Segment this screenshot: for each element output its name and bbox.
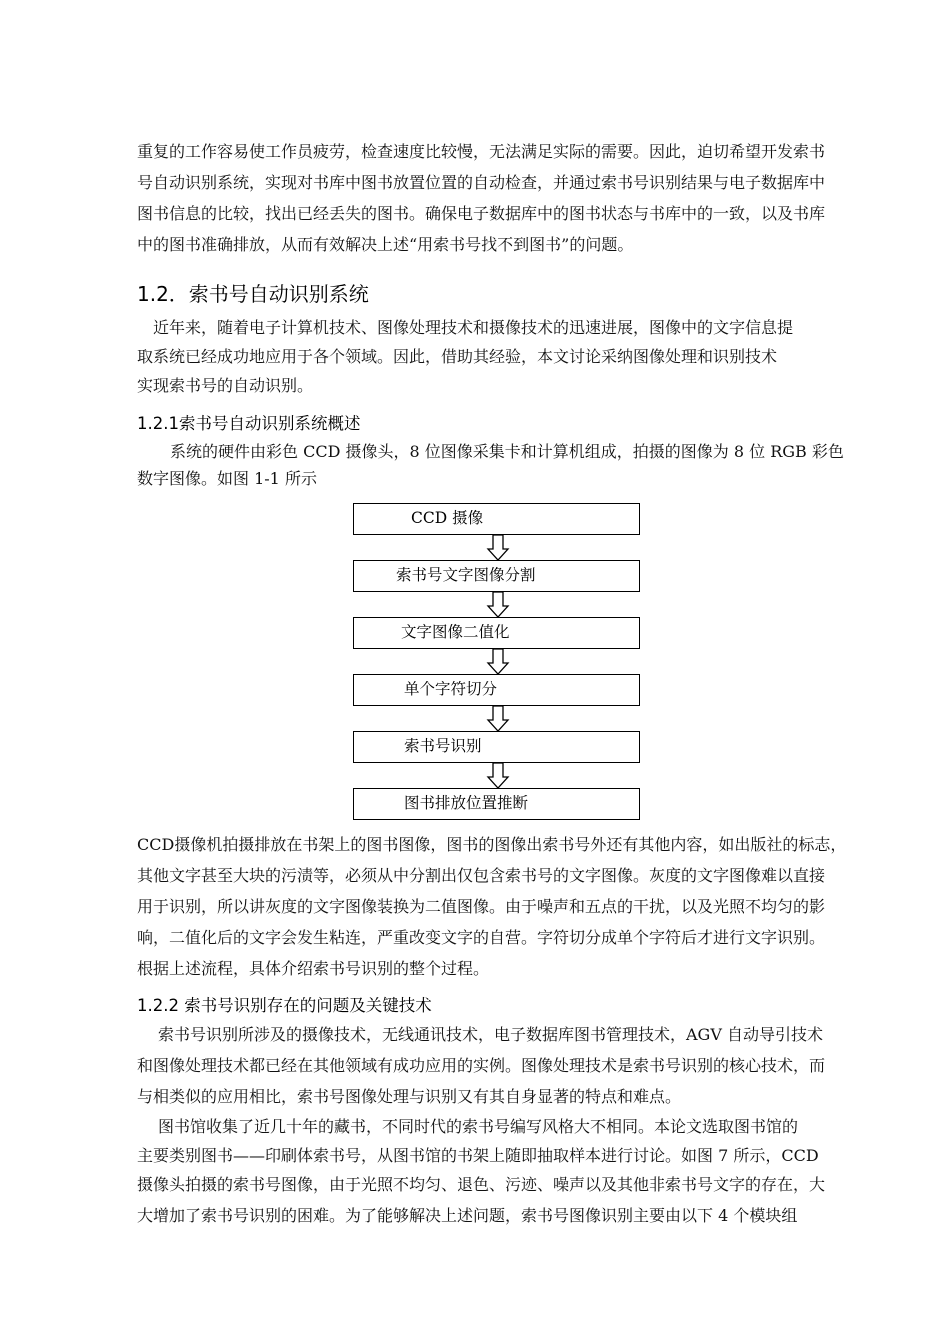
section-1-2-2-p1-line-2: 和图像处理技术都已经在其他领域有成功应用的实例。图像处理技术是索书号识别的核心技术，而 bbox=[137, 1056, 826, 1075]
intro-line-3: 图书信息的比较，找出已经丢失的图书。确保电子数据库中的图书状态与书库中的一致，以及书库 bbox=[137, 204, 826, 223]
flow-step-binarization: 文字图像二值化 bbox=[353, 617, 640, 649]
section-1-2-2-p1-line-1: 索书号识别所涉及的摄像技术，无线通讯技术，电子数据库图书管理技术，AGV 自动导引技术 bbox=[158, 1025, 823, 1044]
section-1-2-1-line-1: 系统的硬件由彩色 CCD 摄像头，8 位图像采集卡和计算机组成，拍摄的图像为 8 位 RGB 彩色 bbox=[170, 442, 844, 461]
section-1-2-2-p1-line-3: 与相类似的应用相比，索书号图像处理与识别又有其自身显著的特点和难点。 bbox=[137, 1087, 682, 1106]
flow-arrow-down-icon bbox=[486, 706, 510, 732]
section-1-2-2-p2-line-2: 主要类别图书——印刷体索书号，从图书馆的书架上随即抽取样本进行讨论。如图 7 所示，CCD bbox=[137, 1146, 819, 1165]
flow-para-line-1: CCD摄像机拍摄排放在书架上的图书图像，图书的图像出索书号外还有其他内容，如出版社的标志， bbox=[137, 835, 847, 854]
flow-arrow-down-icon bbox=[486, 592, 510, 618]
flow-step-char-split: 单个字符切分 bbox=[353, 674, 640, 706]
flow-para-line-3: 用于识别，所以讲灰度的文字图像装换为二值图像。由于噪声和五点的干扰，以及光照不均匀的影 bbox=[137, 897, 826, 916]
intro-line-2: 号自动识别系统，实现对书库中图书放置位置的自动检查，并通过索书号识别结果与电子数据库中 bbox=[137, 173, 826, 192]
flow-para-line-2: 其他文字甚至大块的污渍等，必须从中分割出仅包含索书号的文字图像。灰度的文字图像难以直接 bbox=[137, 866, 826, 885]
intro-line-1: 重复的工作容易使工作员疲劳，检查速度比较慢，无法满足实际的需要。因此，迫切希望开发索书 bbox=[137, 142, 826, 161]
section-1-2-2-p2-line-3: 摄像头拍摄的索书号图像，由于光照不均匀、退色、污迹、噪声以及其他非索书号文字的存在，大 bbox=[137, 1175, 826, 1194]
section-1-2-heading: 1.2．索书号自动识别系统 bbox=[137, 282, 369, 306]
section-1-2-line-3: 实现索书号的自动识别。 bbox=[137, 376, 314, 395]
section-1-2-1-heading: 1.2.1索书号自动识别系统概述 bbox=[137, 414, 361, 433]
section-1-2-2-p2-line-1: 图书馆收集了近几十年的藏书，不同时代的索书号编写风格大不相同。本论文选取图书馆的 bbox=[158, 1117, 799, 1136]
flow-step-position: 图书排放位置推断 bbox=[353, 788, 640, 820]
section-1-2-line-1: 近年来，随着电子计算机技术、图像处理技术和摄像技术的迅速进展，图像中的文字信息提 bbox=[153, 318, 794, 337]
section-1-2-2-heading: 1.2.2 索书号识别存在的问题及关键技术 bbox=[137, 996, 432, 1015]
flow-arrow-down-icon bbox=[486, 535, 510, 561]
flow-step-ccd: CCD 摄像 bbox=[353, 503, 640, 535]
flow-para-line-4: 响，二值化后的文字会发生粘连，严重改变文字的自营。字符切分成单个字符后才进行文字识别。 bbox=[137, 928, 826, 947]
section-1-2-line-2: 取系统已经成功地应用于各个领域。因此，借助其经验，本文讨论采纳图像处理和识别技术 bbox=[137, 347, 778, 366]
section-1-2-2-p2-line-4: 大增加了索书号识别的困难。为了能够解决上述问题，索书号图像识别主要由以下 4 个模块组 bbox=[137, 1206, 798, 1225]
intro-line-4: 中的图书准确排放，从而有效解决上述“用索书号找不到图书”的问题。 bbox=[137, 235, 634, 254]
flow-arrow-down-icon bbox=[486, 763, 510, 789]
flow-para-line-5: 根据上述流程，具体介绍索书号识别的整个过程。 bbox=[137, 959, 490, 978]
flow-arrow-down-icon bbox=[486, 649, 510, 675]
flow-step-recognition: 索书号识别 bbox=[353, 731, 640, 763]
section-1-2-1-line-2: 数字图像。如图 1-1 所示 bbox=[137, 469, 317, 488]
flow-step-segmentation: 索书号文字图像分割 bbox=[353, 560, 640, 592]
